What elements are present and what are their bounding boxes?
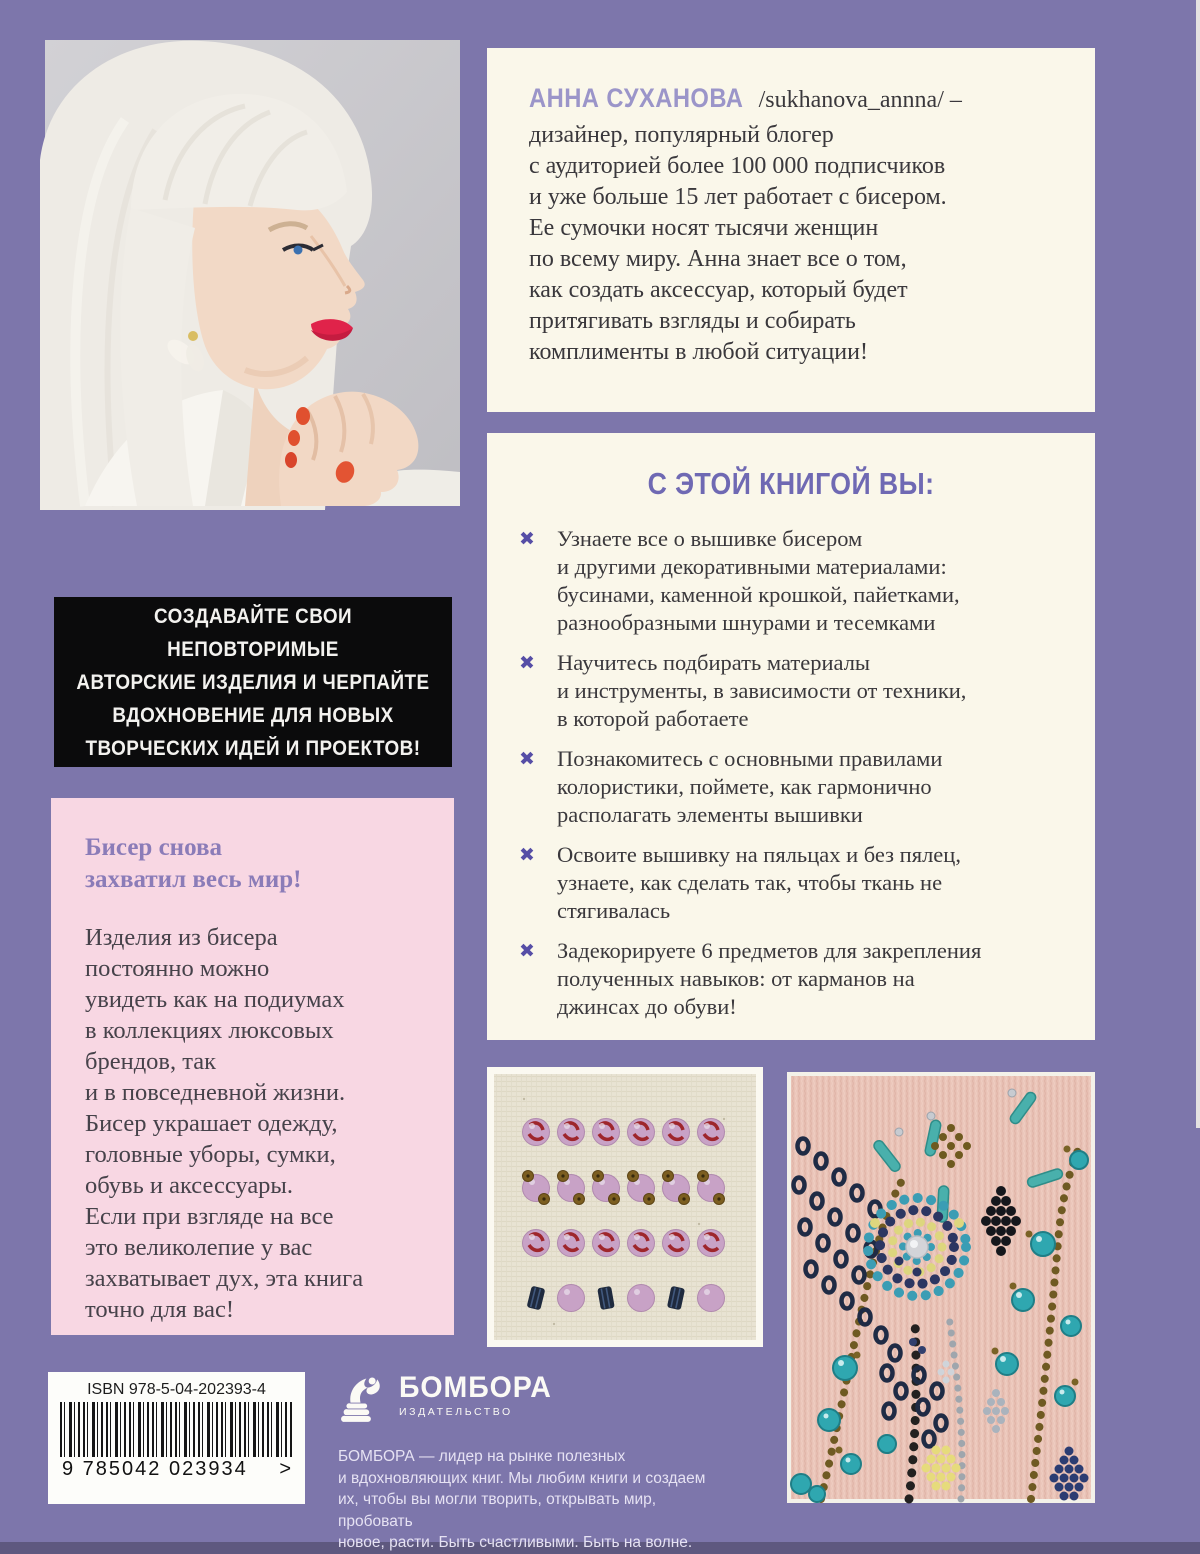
publisher-block [338,1372,734,1554]
bio-line: с аудиторией более 100 000 подписчиков [529,153,946,179]
feature-item [487,649,1095,733]
isbn-label: ISBN 978-5-04-202393-4 [87,1381,266,1398]
quote-line: ТВОРЧЕСКИХ ИДЕЙ И ПРОЕКТОВ! [85,736,421,760]
author-bio-panel [487,48,1095,412]
bombora-logo-icon [338,1372,388,1430]
publisher-subtitle: ИЗДАТЕЛЬСТВО [399,1406,513,1418]
x-bullet-icon: ✖ [519,940,535,962]
quote-line: СОЗДАВАЙТЕ СВОИ НЕПОВТОРИМЫЕ [153,604,353,661]
x-bullet-icon: ✖ [519,844,535,866]
author-photo-illustration [45,40,460,506]
bio-line: как создать аксессуар, который будет [529,277,908,303]
author-handle: /sukhanova_annna/ – [758,87,962,113]
author-bio-first-line [529,81,1069,117]
pink-panel-title: Бисер снова захватил весь мир! [85,834,302,893]
feature-text: Узнаете все о вышивке бисером и другими декоративными материалами: бусинами, каменной крошкой, пайетками, разнообразными шнурами и тесемками [557,526,960,635]
quote-line: ВДОХНОВЕНИЕ ДЛЯ НОВЫХ [112,703,394,727]
publisher-name: БОМБОРА [399,1371,552,1404]
publisher-about: БОМБОРА — лидер на рынке полезных и вдохновляющих книг. Мы любим книги и создаем их, чтобы вы могли творить, открывать мир, пробовать новое, расти. Быть счастливыми. Быть на волне. [338,1448,706,1551]
bio-line: по всему миру. Анна знает все о том, [529,246,907,272]
pink-panel [51,798,454,1335]
publisher-name-block [399,1372,560,1418]
bio-line: комплименты в любой ситуации! [529,339,868,365]
bio-line: и уже больше 15 лет работает с бисером. [529,184,947,210]
beadwork-sample-photo [487,1067,763,1347]
quote-line: АВТОРСКИЕ ИЗДЕЛИЯ И ЧЕРПАЙТЕ [76,670,430,694]
x-bullet-icon: ✖ [519,748,535,770]
x-bullet-icon: ✖ [519,652,535,674]
features-title: С ЭТОЙ КНИГОЙ ВЫ: [647,466,935,501]
isbn-panel [48,1372,305,1504]
barcode [60,1402,293,1457]
feature-text: Задекорируете 6 предметов для закрепления полученных навыков: от карманов на джинсах до обуви! [557,938,982,1019]
feature-item [487,937,1095,1021]
bio-line: Ее сумочки носят тысячи женщин [529,215,879,241]
page-edge-highlight [1196,0,1200,1128]
quote-panel [54,597,452,767]
author-photo [45,40,460,506]
feature-item [487,745,1095,829]
beadwork-flowers-photo [787,1072,1095,1503]
feature-item [487,525,1095,637]
x-bullet-icon: ✖ [519,528,535,550]
bio-line: дизайнер, популярный блогер [529,122,834,148]
feature-text: Научитесь подбирать материалы и инструменты, в зависимости от техники, в которой работаете [557,650,967,731]
feature-text: Познакомитесь с основными правилами колористики, поймете, как гармонично располагать элементы вышивки [557,746,943,827]
barcode-digits: 9 785042 023934 > [62,1458,291,1480]
pink-panel-body: Изделия из бисера постоянно можно увидеть как на подиумах в коллекциях люксовых брендов, так и в повседневной жизни. Бисер украшает одежду, головные уборы, сумки, обувь и аксессуары. Если при взгляде на все это великолепие у вас захватывает дух, эта книга точно для вас! [85,924,364,1323]
feature-item [487,841,1095,925]
features-panel [487,433,1095,1040]
feature-text: Освоите вышивку на пяльцах и без пялец, узнаете, как сделать так, чтобы ткань не стягивалась [557,842,961,923]
publisher-logo-row [338,1372,734,1430]
bio-line: притягивать взгляды и собирать [529,308,856,334]
author-name: АННА СУХАНОВА [529,83,744,113]
